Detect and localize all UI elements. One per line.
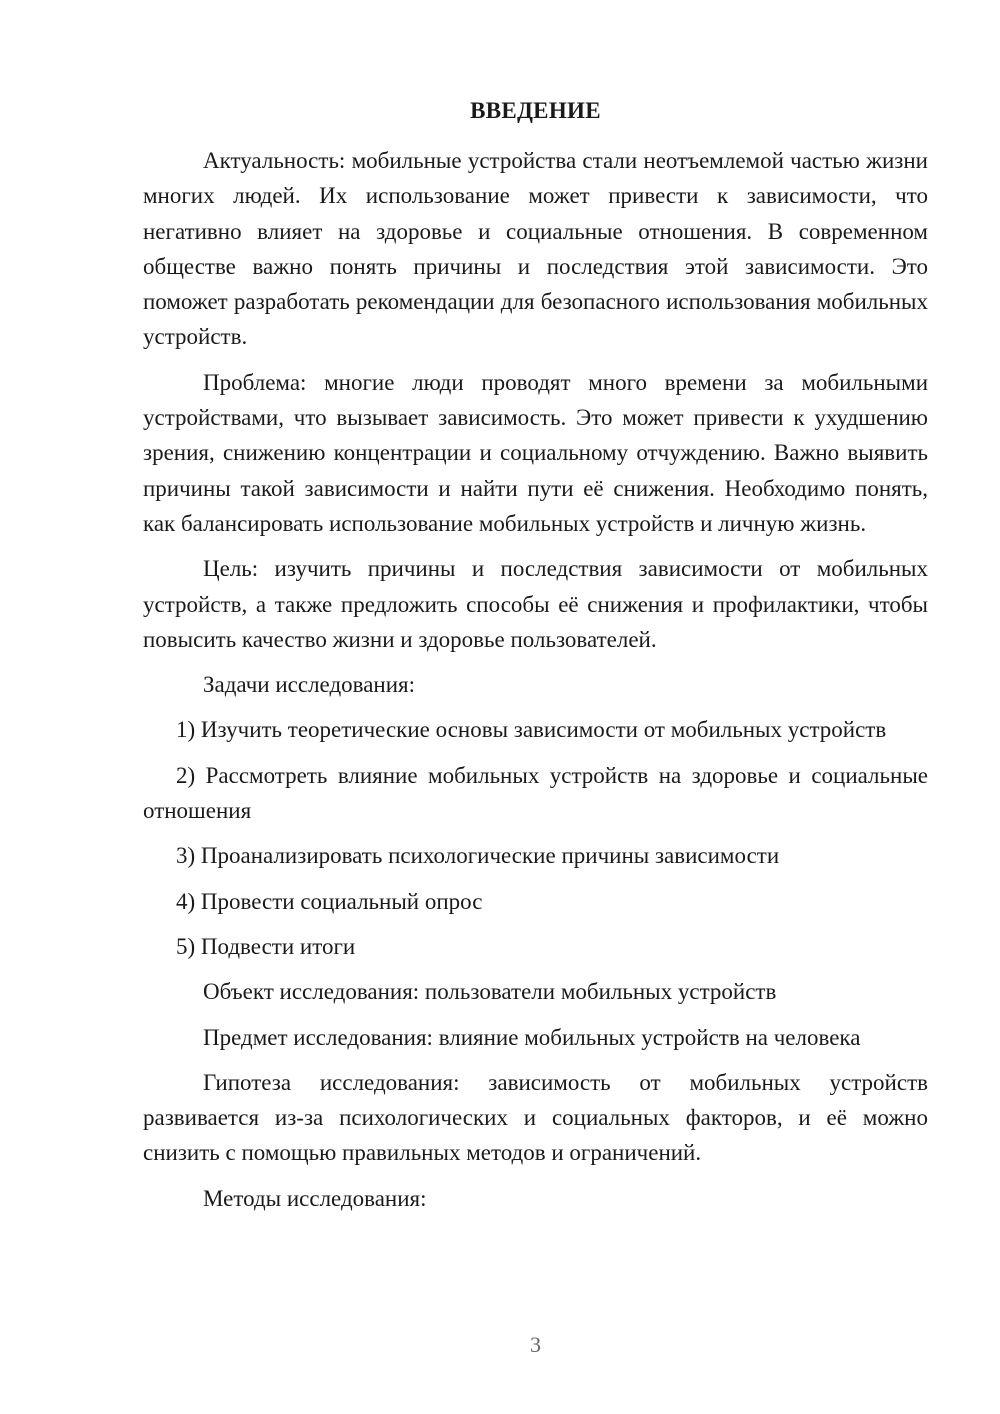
paragraph-problem: Проблема: многие люди проводят много времени за мобильными устройствами, что вызывает зависимость. Это может привести к ухудшению зрения, снижению концентрации и социальному отчуждению. Важно выявить причины такой зависимости и найти пути её снижения. Необходимо понять, как балансировать использование мобильных устройств и личную жизнь.	[143, 369, 928, 536]
task-item-3: 3) Проанализировать психологические причины зависимости	[176, 843, 780, 869]
paragraph-methods: Методы исследования:	[203, 1185, 427, 1211]
paragraph-subject: Предмет исследования: влияние мобильных устройств на человека	[203, 1024, 861, 1050]
document-body	[143, 143, 928, 1226]
paragraph-goal: Цель: изучить причины и последствия зависимости от мобильных устройств, а также предложить способы её снижения и профилактики, чтобы повысить качество жизни и здоровье пользователей.	[143, 556, 928, 652]
paragraph-tasks-heading: Задачи исследования:	[203, 672, 416, 698]
task-item-1: 1) Изучить теоретические основы зависимости от мобильных устройств	[176, 717, 887, 743]
page-number: 3	[530, 1332, 541, 1357]
paragraph-relevance: Актуальность: мобильные устройства стали неотъемлемой частью жизни многих людей. Их использование может привести к зависимости, что негативно влияет на здоровье и социальные отношения. В современном обществе важно понять причины и последствия этой зависимости. Это поможет разработать рекомендации для безопасного использования мобильных устройств.	[143, 148, 928, 350]
task-item-5: 5) Подвести итоги	[176, 933, 356, 959]
paragraph-hypothesis: Гипотеза исследования: зависимость от мобильных устройств развивается из-за психологических и социальных факторов, и её можно снизить с помощью правильных методов и ограничений.	[143, 1069, 928, 1166]
task-item-2: 2) Рассмотреть влияние мобильных устройств на здоровье и социальные отношения	[143, 762, 928, 824]
task-item-4: 4) Провести социальный опрос	[176, 888, 483, 914]
paragraph-object: Объект исследования: пользователи мобильных устройств	[203, 979, 777, 1005]
section-title: ВВЕДЕНИЕ	[470, 98, 601, 123]
